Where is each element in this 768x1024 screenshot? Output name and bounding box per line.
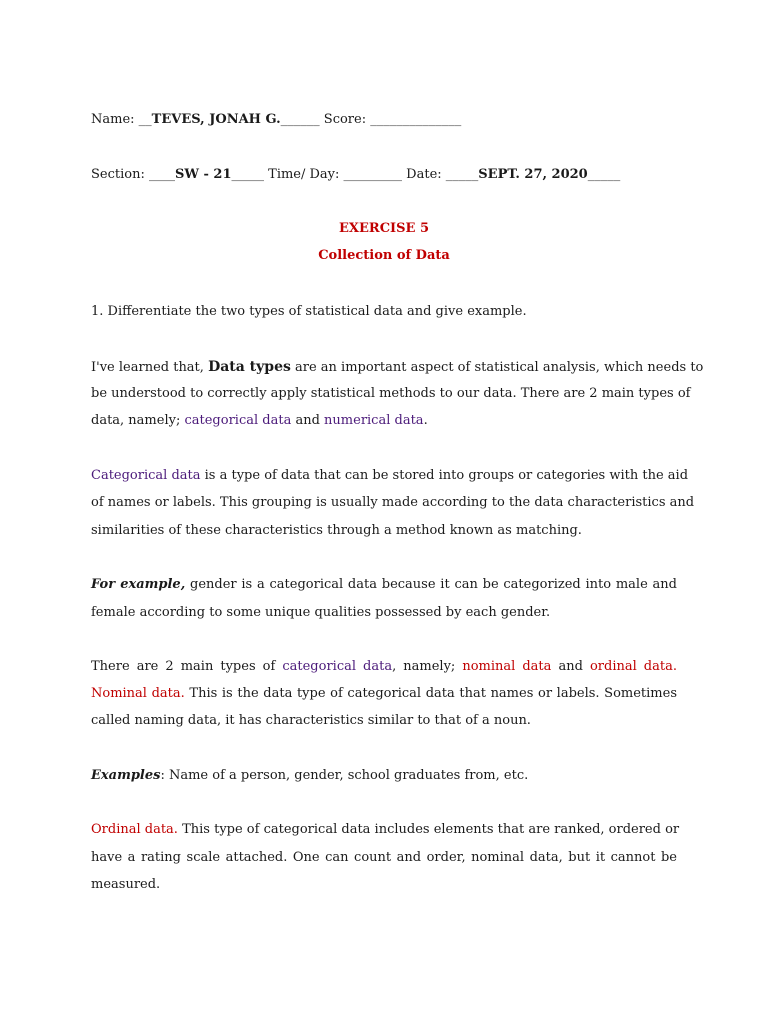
example-line-1 [91, 577, 677, 593]
date-value: SEPT. 27, 2020 [478, 167, 588, 182]
examples-text: : Name of a person, gender, school graduates from, etc. [160, 768, 529, 783]
section-date-line [91, 167, 677, 183]
name-label: Name: __ [91, 112, 152, 127]
categorical-data-term: categorical data [282, 659, 393, 674]
categorical-data-term: Categorical data [91, 468, 201, 483]
exercise-title: EXERCISE 5 [338, 221, 429, 236]
intro-text: data, namely; [91, 413, 185, 428]
ordinal-text: This type of categorical data includes elements that are ranked, ordered or [177, 822, 680, 837]
nominal-line-2: called naming data, it has characteristics similar to that of a noun. [91, 713, 531, 728]
types-text: , namely; [392, 659, 463, 674]
data-types-term: Data types [208, 359, 291, 375]
intro-text: I've learned that, [91, 360, 209, 375]
example-line-2: female according to some unique qualities possessed by each gender. [91, 605, 551, 620]
intro-line-3 [91, 413, 677, 429]
numerical-data-term: numerical data [324, 413, 424, 428]
nominal-line-1 [91, 686, 677, 702]
examples-label: Examples [91, 768, 161, 783]
categorical-line-2: of names or labels. This grouping is usually made according to the data characteristics and [91, 495, 695, 510]
categorical-data-term: categorical data [184, 413, 292, 428]
student-name: TEVES, JONAH G. [151, 112, 281, 127]
exercise-subtitle: Collection of Data [318, 248, 450, 263]
ordinal-data-term: ordinal data. [589, 659, 677, 674]
intro-text: . [423, 413, 428, 428]
examples-line [91, 768, 677, 784]
date-underline: _____ [587, 167, 621, 182]
time-day-date-label: _____ Time/ Day: _________ Date: _____ [231, 167, 479, 182]
nominal-data-heading: Nominal data. [91, 686, 185, 701]
name-underline: ______ [280, 112, 324, 127]
categorical-line-3: similarities of these characteristics through a method known as matching. [91, 523, 582, 538]
nominal-data-term: nominal data [462, 659, 552, 674]
intro-line-2: be understood to correctly apply statistical methods to our data. There are 2 main types of [91, 386, 691, 401]
section-label: Section: ____ [91, 167, 175, 182]
section-value: SW - 21 [174, 167, 232, 182]
score-label: Score: ______________ [323, 112, 462, 127]
types-line-1 [91, 659, 677, 675]
ordinal-line-2: have a rating scale attached. One can count and order, nominal data, but it cannot be [91, 850, 677, 865]
ordinal-line-1 [91, 822, 680, 838]
intro-line-1 [91, 359, 704, 376]
intro-text: and [291, 413, 325, 428]
example-text: gender is a categorical data because it can be categorized into male and [185, 577, 677, 592]
question-1: 1. Differentiate the two types of statistical data and give example. [91, 304, 527, 319]
types-text: There are 2 main types of [91, 659, 283, 674]
nominal-text: This is the data type of categorical data that names or labels. Sometimes [184, 686, 678, 701]
intro-text: are an important aspect of statistical analysis, which needs to [290, 360, 704, 375]
categorical-text: is a type of data that can be stored into groups or categories with the aid [200, 468, 689, 483]
categorical-line-1 [91, 468, 689, 484]
name-score-line [91, 112, 677, 128]
for-example-label: For example, [91, 577, 186, 592]
types-text: and [551, 659, 590, 674]
ordinal-data-heading: Ordinal data. [91, 822, 178, 837]
ordinal-line-3: measured. [91, 877, 161, 892]
